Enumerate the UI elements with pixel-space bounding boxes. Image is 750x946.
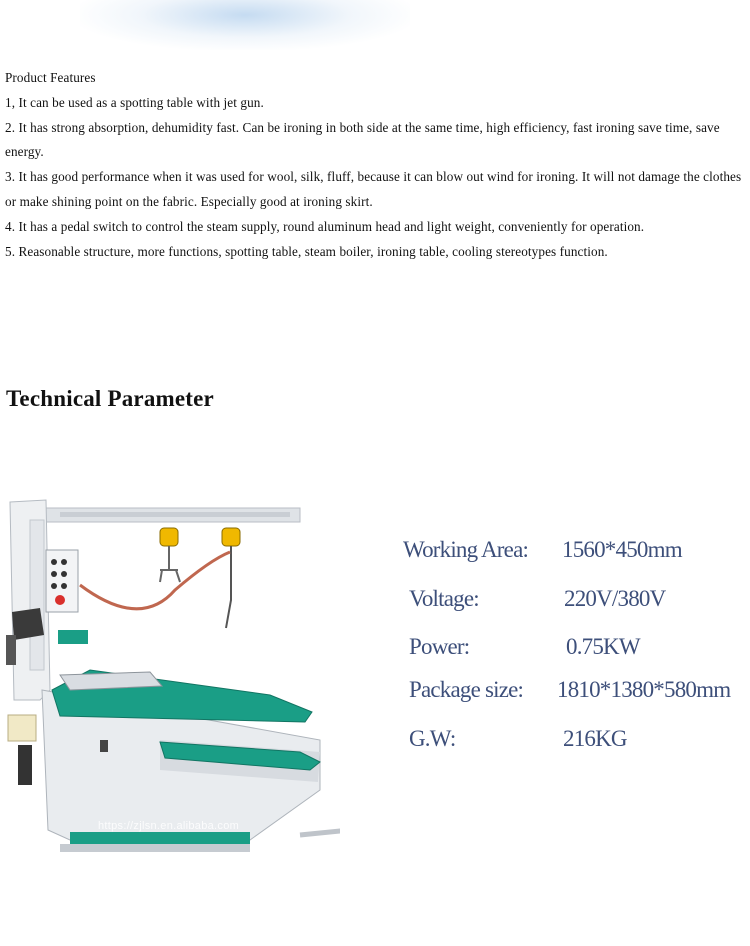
param-label-voltage: Voltage: (409, 586, 479, 611)
param-label-power: Power: (409, 634, 470, 659)
param-value-working-area: 1560*450mm (562, 537, 682, 562)
param-label-gross-weight: G.W: (409, 726, 456, 751)
feature-item-2: 2. It has strong absorption, dehumidity fast. Can be ironing in both side at the same time, high efficiency, fast ironing save time, save energy. (5, 119, 720, 160)
param-label-working-area: Working Area: (403, 537, 529, 562)
feature-item-1: 1, It can be used as a spotting table with jet gun. (5, 94, 264, 110)
features-heading: Product Features (5, 70, 96, 85)
feature-item-3: 3. It has good performance when it was used for wool, silk, fluff, because it can blow out wind for ironing. It will not damage the clothes or make shining point on the fabric. Especially good at ironing skirt. (5, 169, 742, 209)
param-value-voltage: 220V/380V (564, 586, 666, 611)
product-features-section (5, 66, 745, 264)
param-value-package-size: 1810*1380*580mm (557, 677, 731, 702)
image-watermark: https://zjlsn.en.alibaba.com (98, 820, 240, 832)
technical-parameter-heading: Technical Parameter (6, 386, 214, 411)
param-value-power: 0.75KW (566, 634, 640, 659)
feature-item-5: 5. Reasonable structure, more functions, spotting table, steam boiler, ironing table, cooling stereotypes function. (5, 243, 608, 259)
feature-item-4: 4. It has a pedal switch to control the steam supply, round aluminum head and light weight, conveniently for operation. (5, 218, 645, 234)
param-value-gross-weight: 216KG (563, 726, 627, 751)
header-glow-decoration (80, 0, 410, 50)
param-label-package-size: Package size: (409, 677, 524, 702)
